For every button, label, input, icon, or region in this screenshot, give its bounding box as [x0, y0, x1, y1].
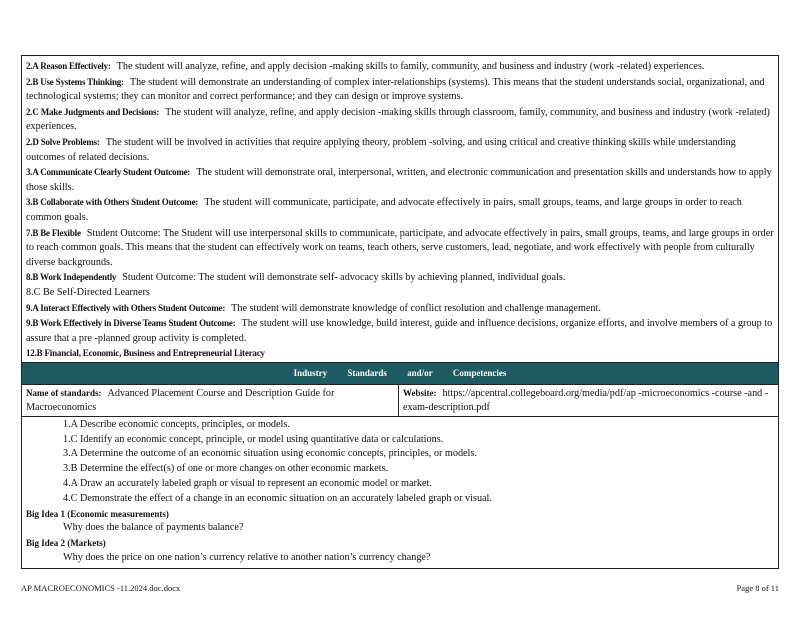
skill-label: 2.B Use Systems Thinking: — [26, 76, 124, 87]
skill-label: 2.A Reason Effectively: — [26, 61, 111, 71]
big-idea-title: Big Idea 1 (Economic measurements) — [26, 508, 169, 519]
skill-item — [26, 105, 774, 135]
competency-text: 1.C Identify an economic concept, principle, or model using quantitative data or calculations. — [63, 433, 444, 445]
big-idea-question: Why does the balance of payments balance? — [63, 522, 244, 534]
list-item — [26, 433, 774, 448]
skill-label: 2.C Make Judgments and Decisions: — [26, 106, 160, 117]
skill-item — [26, 195, 774, 225]
skill-label: 12.B Financial, Economic, Business and Entrepreneurial Literacy — [26, 348, 265, 359]
standards-name-value: Advanced Placement Course and Description Guide for Macroeconomics — [26, 387, 335, 413]
standards-row — [22, 385, 778, 417]
skill-item — [26, 135, 774, 165]
skill-text: The student will analyze, refine, and apply decision -making skills to family, community, and business and industry (work -related) experiences. — [116, 61, 705, 72]
skill-item — [26, 226, 774, 271]
skill-text: The student will demonstrate an understanding of complex inter-relationships (systems). This means that the student understands social, organizational, and technological systems; they can monitor and correct performance; and they can design or improve systems. — [26, 76, 765, 103]
skill-item — [26, 286, 774, 301]
document-page — [21, 55, 779, 569]
list-item — [26, 551, 774, 566]
skills-block — [22, 56, 778, 362]
skill-item — [26, 346, 774, 362]
footer-filename: AP MACROECONOMICS -11.2024.doc.docx — [21, 583, 181, 593]
skill-label: 8.B Work Independently — [26, 272, 117, 283]
skill-text: Student Outcome: The Student will use interpersonal skills to communicate, participate, and advocate effectively in pairs, small groups, teams, and large groups in order to reach common goals. This means that the student can effectively work on teams, teach others, serve customers, lead, negotiate, and work effectively with people from culturally diverse backgrounds. — [26, 227, 774, 268]
website-link[interactable]: https://apcentral.collegeboard.org/media/pdf/ap -microeconomics -course -and -exam-description.pdf — [403, 387, 769, 413]
standards-name-cell — [22, 385, 399, 416]
skill-item — [26, 316, 774, 346]
skill-text: The student will demonstrate knowledge of conflict resolution and challenge management. — [231, 302, 601, 314]
skill-item — [26, 301, 774, 317]
standards-website-cell — [399, 385, 778, 416]
skill-label: 9.A Interact Effectively with Others Student Outcome: — [26, 302, 226, 313]
big-idea-question: Why does the price on one nation’s currency relative to another nation’s currency change? — [63, 552, 431, 564]
competency-text: 1.A Describe economic concepts, principles, or models. — [63, 418, 290, 430]
list-item — [26, 477, 774, 492]
list-item — [26, 521, 774, 536]
list-item — [26, 418, 774, 433]
competency-text: 3.A Determine the outcome of an economic situation using economic concepts, principles, or models. — [63, 448, 477, 460]
standards-name-label: Name of standards: — [26, 387, 102, 398]
skill-text: The student will be involved in activities that require applying theory, problem -solving, and using critical and creative thinking skills while understanding outcomes of related decisions. — [26, 136, 736, 163]
skill-label: 7.B Be Flexible — [26, 227, 81, 238]
banner-word: Competencies — [452, 367, 507, 378]
skill-label: 9.B Work Effectively in Diverse Teams Student Outcome: — [26, 318, 236, 329]
competency-text: 4.A Draw an accurately labeled graph or visual to represent an economic model or market. — [63, 478, 432, 490]
skill-item — [26, 75, 774, 105]
big-idea-title: Big Idea 2 (Markets) — [26, 538, 106, 549]
skill-text: Student Outcome: The student will demonstrate self- advocacy skills by achieving planned, individual goals. — [122, 272, 566, 284]
skill-text: The student will communicate, participate, and advocate effectively in pairs, small groups, teams, and large groups in order to reach common goals. — [26, 197, 742, 223]
footer-page-number: Page 8 of 11 — [736, 583, 779, 593]
website-label: Website: — [403, 387, 437, 398]
skill-text: The student will demonstrate oral, interpersonal, written, and electronic communication and presentation skills and understands how to apply those skills. — [26, 167, 772, 193]
skill-text: The student will use knowledge, build interest, guide and influence decisions, organize efforts, and involve members of a group to assure that a pre -planned group activity is completed. — [26, 318, 773, 344]
skill-item — [26, 59, 774, 75]
skill-item — [26, 270, 774, 286]
skill-label: 3.A Communicate Clearly Student Outcome: — [26, 167, 191, 178]
competencies-block — [22, 417, 778, 568]
section-banner — [22, 362, 778, 385]
list-item — [26, 462, 774, 477]
banner-word: Standards — [347, 367, 387, 378]
skill-label: 3.B Collaborate with Others Student Outcome: — [26, 197, 199, 208]
banner-word: Industry — [293, 367, 328, 378]
skill-item — [26, 165, 774, 195]
skill-text: The student will analyze, refine, and apply decision -making skills through classroom, family, community, and business and industry (work -related) experiences. — [26, 106, 770, 133]
skill-text: 8.C Be Self-Directed Learners — [26, 286, 150, 298]
list-item — [26, 492, 774, 507]
list-item — [26, 447, 774, 462]
skill-label: 2.D Solve Problems: — [26, 136, 100, 147]
competency-text: 4.C Demonstrate the effect of a change in an economic situation on an accurately labeled graph or visual. — [63, 492, 492, 504]
competency-text: 3.B Determine the effect(s) of one or more changes on other economic markets. — [63, 463, 389, 475]
banner-word: and/or — [407, 367, 433, 378]
